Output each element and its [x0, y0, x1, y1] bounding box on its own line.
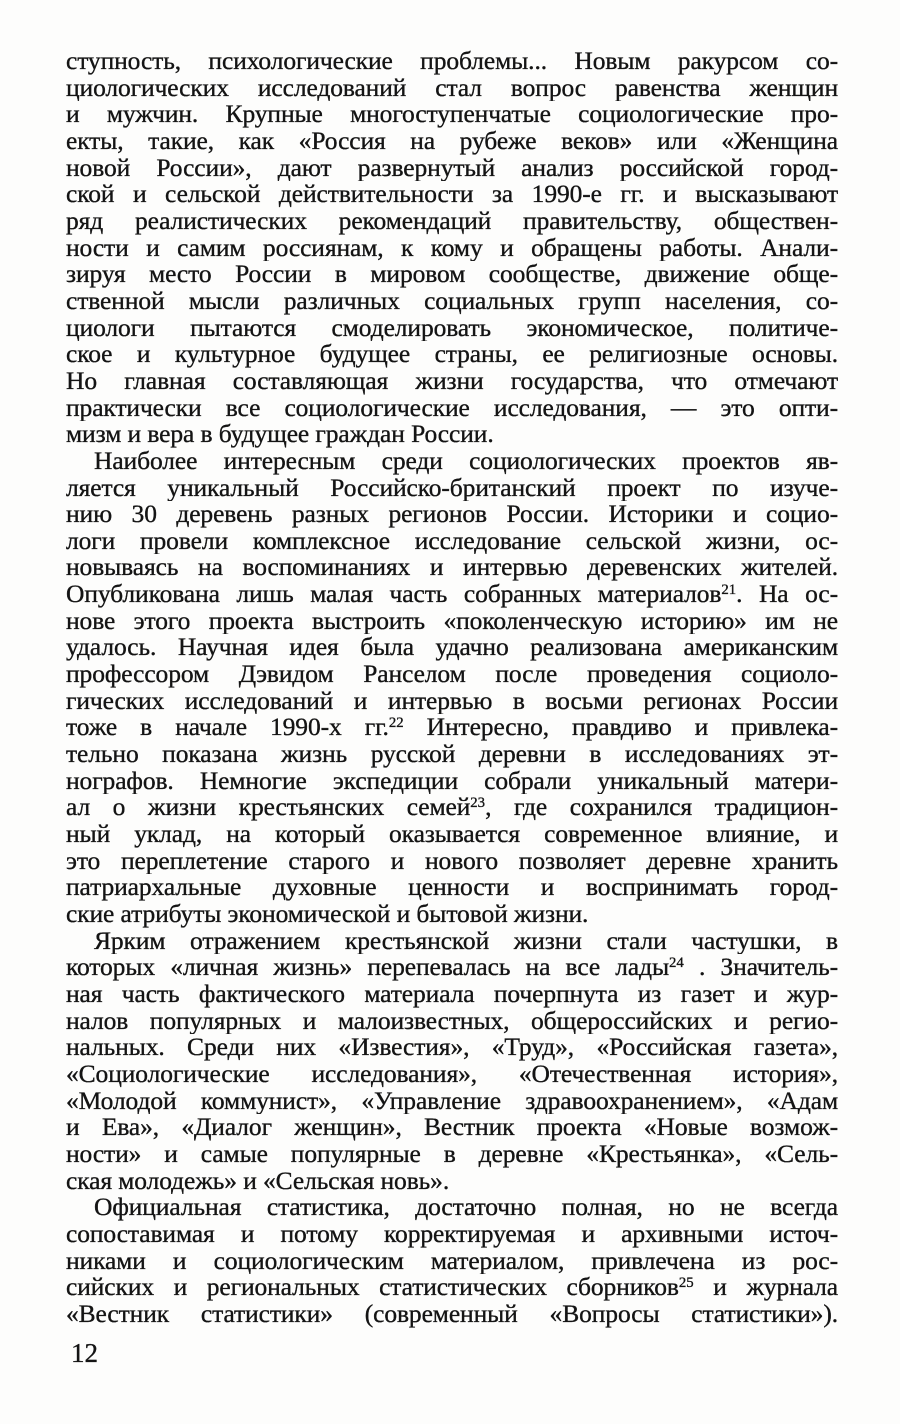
text-line: мизм и вера в будущее граждан России. [66, 421, 494, 448]
body-text [66, 48, 838, 1328]
text-line: ское и культурное будущее страны, ее религиозные основы. [66, 341, 838, 368]
text-line: новой России», дают развернутый анализ российской город- [66, 154, 838, 182]
text-line: тельно показана жизнь русской деревни в исследованиях эт- [66, 741, 838, 768]
text-line: циологических исследований стал вопрос равенства женщин [66, 74, 838, 102]
text-line: Официальная статистика, достаточно полная, но не всегда [94, 1194, 838, 1221]
text-line: и мужчин. Крупные многоступенчатые социологические про- [66, 101, 838, 128]
text-line: нове этого проекта выстроить «поколенческую историю» им не [66, 607, 838, 635]
text-line: налов популярных и малоизвестных, общероссийских и регио- [66, 1007, 838, 1035]
footnote-ref: 22 [388, 715, 404, 732]
paragraph [66, 1194, 838, 1327]
text-line: это переплетение старого и нового позволяет деревне хранить [66, 847, 838, 875]
text-line: нографов. Немногие экспедиции собрали уникальный матери- [66, 767, 838, 795]
text-line: тоже в начале 1990-х гг.$^{22}$ Интересно, правдиво и привлека- [66, 714, 838, 742]
text-line: «Молодой коммунист», «Управление здравоохранением», «Адам [66, 1087, 838, 1115]
text-line: патриархальные духовные ценности и воспринимать город- [66, 874, 838, 901]
text-line: Опубликована лишь малая часть собранных материалов$^{21}$. На ос- [66, 581, 838, 608]
text-line: и Ева», «Диалог женщин», Вестник проекта «Новые возмож- [66, 1114, 838, 1141]
text-line: Наиболее интересным среди социологических проектов яв- [94, 447, 838, 475]
text-line: ный уклад, на который оказывается современное влияние, и [66, 821, 838, 848]
text-line: удалось. Научная идея была удачно реализована американским [66, 634, 838, 662]
text-line: профессором Дэвидом Ранселом после проведения социоло- [66, 661, 838, 688]
text-line: екты, такие, как «Россия на рубеже веков» или «Женщина [66, 127, 838, 155]
paragraph [66, 48, 838, 448]
text-line: Ярким отражением крестьянской жизни стали частушки, в [94, 927, 838, 955]
text-line: ная часть фактического материала почерпнута из газет и жур- [66, 980, 838, 1008]
text-line: ственной мысли различных социальных групп населения, со- [66, 287, 838, 315]
text-line: ские атрибуты экономической и бытовой жизни. [66, 901, 589, 928]
paragraph [66, 448, 838, 928]
text-line: новываясь на воспоминаниях и интервью деревенских жителей. [66, 554, 838, 582]
text-line: гических исследований и интервью в восьми регионах России [66, 687, 838, 715]
text-line: нальных. Среди них «Известия», «Труд», «Российская газета», [66, 1034, 838, 1061]
text-line: ряд реалистических рекомендаций правительству, обществен- [66, 207, 838, 235]
text-line: ал о жизни крестьянских семей$^{23}$, где сохранился традицион- [66, 794, 838, 822]
text-line: ской и сельской действительности за 1990-е гг. и высказывают [66, 181, 838, 208]
text-line: ступность, психологические проблемы... Новым ракурсом со- [66, 48, 838, 75]
text-line: циологи пытаются смоделировать экономическое, политиче- [66, 314, 838, 342]
paragraph [66, 928, 838, 1195]
text-line: ности и самим россиянам, к кому и обращены работы. Анали- [66, 234, 838, 262]
text-line: логи провели комплексное исследование сельской жизни, ос- [66, 527, 838, 555]
text-line: ская молодежь» и «Сельская новь». [66, 1167, 450, 1195]
footnote-ref: 25 [678, 1275, 694, 1292]
text-line: сийских и региональных статистических сборников$^{25}$ и журнала [66, 1274, 838, 1301]
text-line: нию 30 деревень разных регионов России. Историки и социо- [66, 501, 838, 528]
text-line: ности» и самые популярные в деревне «Крестьянка», «Сель- [66, 1140, 838, 1168]
text-line: «Социологические исследования», «Отечественная история», [66, 1060, 838, 1088]
text-line: Но главная составляющая жизни государства, что отмечают [66, 367, 838, 395]
text-line: зируя место России в мировом сообществе, движение обще- [66, 261, 838, 288]
text-line: никами и социологическим материалом, привлечена из рос- [66, 1247, 838, 1275]
text-line: ляется уникальный Российско-британский проект по изуче- [66, 474, 838, 502]
text-line: практически все социологические исследования, — это опти- [66, 394, 838, 422]
text-line: которых «личная жизнь» перепевалась на все лады$^{24}$ . Значитель- [66, 954, 838, 981]
text-line: сопоставимая и потому корректируемая и архивными источ- [66, 1220, 838, 1248]
text-line: «Вестник статистики» (современный «Вопросы статистики»). [66, 1300, 838, 1328]
page-number: 12 [71, 1338, 98, 1368]
footnote-ref: 23 [470, 795, 486, 812]
footnote-ref: 21 [721, 582, 737, 598]
footnote-ref: 24 [669, 955, 684, 972]
